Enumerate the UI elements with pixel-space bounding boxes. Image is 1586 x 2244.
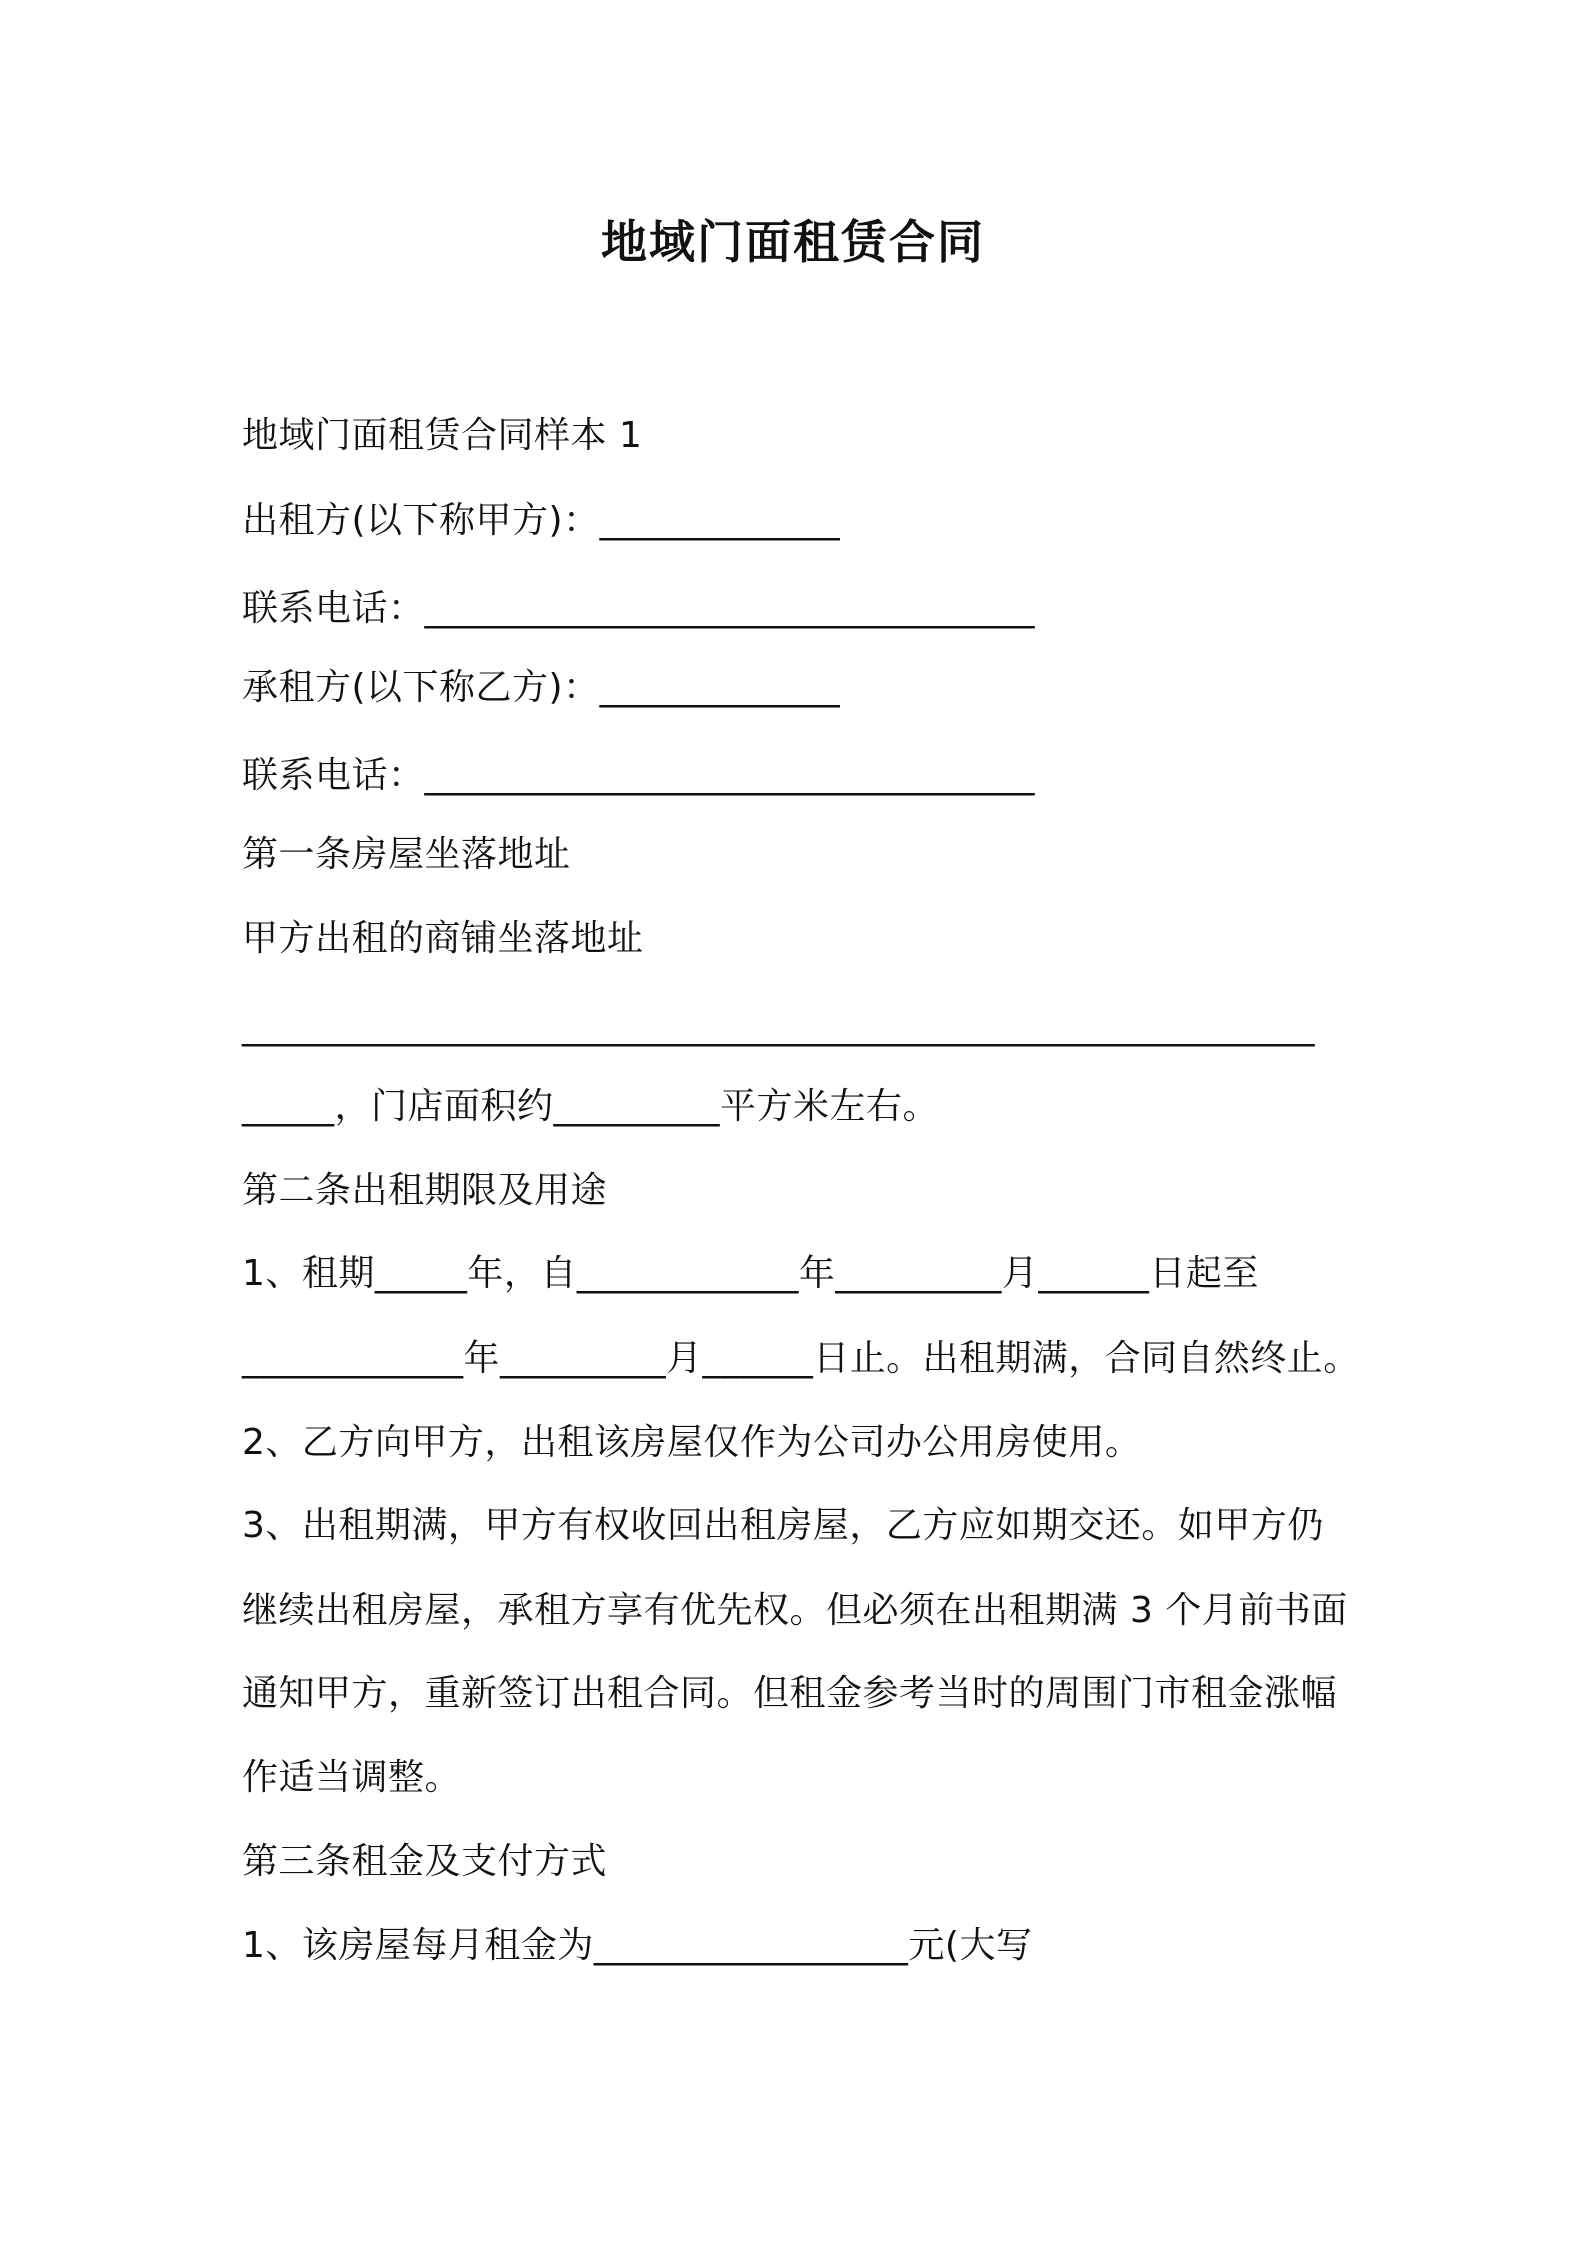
lessee-phone-field: 联系电话：_________________________________ xyxy=(242,755,1036,796)
sample-heading: 地域门面租赁合同样本 1 xyxy=(242,415,643,456)
article-3-heading: 第三条租金及支付方式 xyxy=(242,1841,608,1882)
area-line: _____，门店面积约_________平方米左右。 xyxy=(242,1086,940,1127)
paragraph-line: 甲方出租的商铺坐落地址 xyxy=(242,918,644,959)
renewal-clause-line: 继续出租房屋，承租方享有优先权。但必须在出租期满 3 个月前书面 xyxy=(242,1590,1348,1631)
article-2-heading: 第二条出租期限及用途 xyxy=(242,1170,608,1211)
lessee-field: 承租方(以下称乙方)：_____________ xyxy=(242,667,841,708)
lease-term-line: 1、租期_____年，自____________年_________月______日起至 xyxy=(242,1253,1259,1294)
lease-term-end-line: ____________年_________月______日止。出租期满，合同自然终止。 xyxy=(242,1338,1360,1379)
renewal-clause-line: 通知甲方，重新签订出租合同。但租金参考当时的周围门市租金涨幅 xyxy=(242,1673,1338,1714)
document-title: 地域门面租赁合同 xyxy=(601,215,985,269)
lessor-phone-field: 联系电话：_________________________________ xyxy=(242,588,1036,629)
article-1-heading: 第一条房屋坐落地址 xyxy=(242,834,571,875)
renewal-clause-line: 作适当调整。 xyxy=(242,1757,462,1798)
usage-clause: 2、乙方向甲方，出租该房屋仅作为公司办公用房使用。 xyxy=(242,1422,1142,1463)
address-blank-line: __________________________________________________________ xyxy=(242,1006,1315,1047)
renewal-clause-line: 3、出租期满，甲方有权收回出租房屋，乙方应如期交还。如甲方仍 xyxy=(242,1505,1324,1546)
rent-clause-line: 1、该房屋每月租金为_________________元(大写 xyxy=(242,1925,1033,1966)
lessor-field: 出租方(以下称甲方)：_____________ xyxy=(242,500,841,541)
